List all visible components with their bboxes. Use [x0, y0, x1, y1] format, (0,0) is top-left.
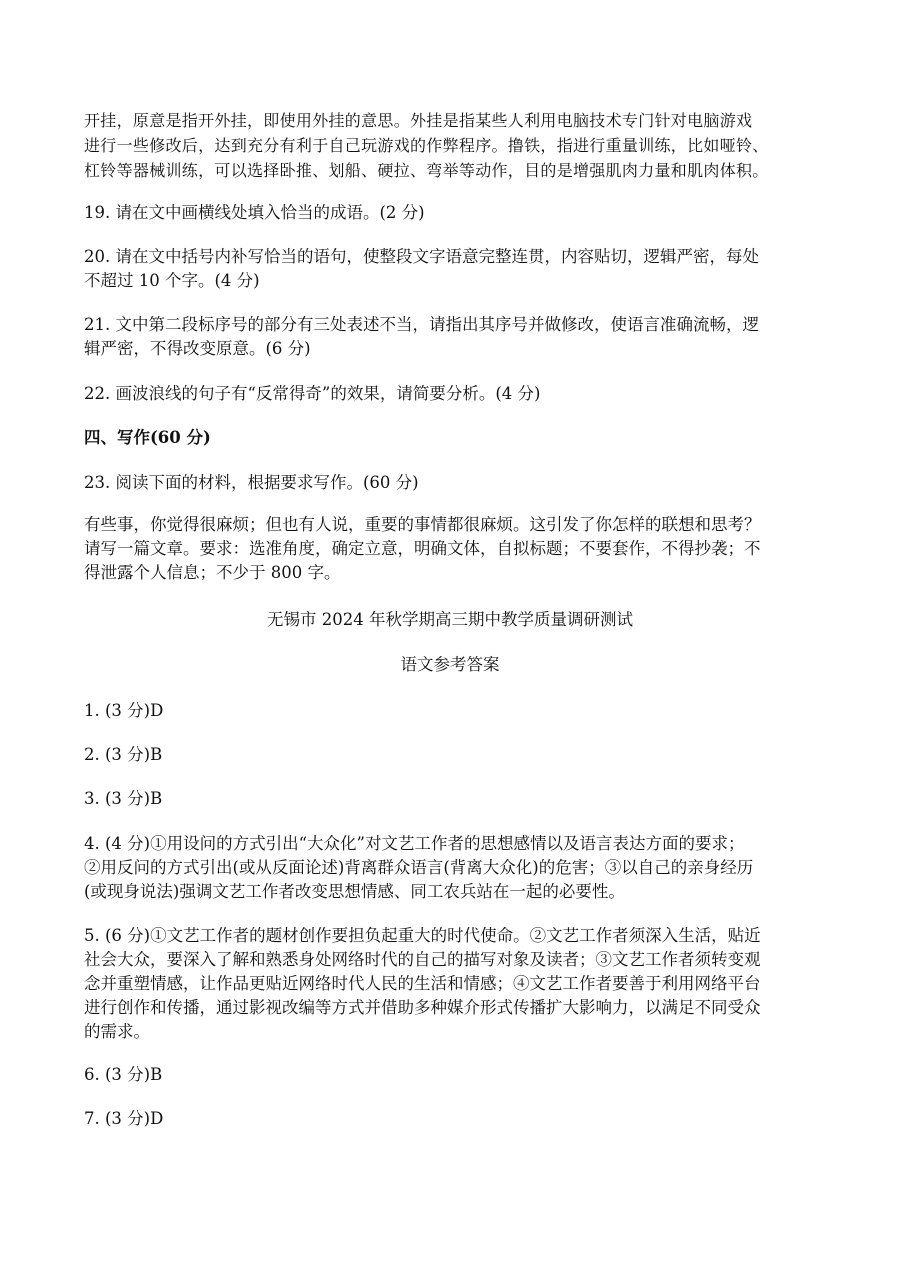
answer-line: 5. (6 分)①文艺工作者的题材创作要担负起重大的时代使命。②文艺工作者须深入生活，贴近	[84, 926, 761, 945]
intro-line: 杠铃等器械训练，可以选择卧推、划船、硬拉、弯举等动作，目的是增强肌肉力量和肌肉体积。	[84, 161, 769, 180]
answer-line: 社会大众，要深入了解和熟悉身处网络时代的自己的描写对象及读者；③文艺工作者须转变观	[84, 950, 761, 969]
intro-line: 开挂，原意是指开外挂，即使用外挂的意思。外挂是指某些人利用电脑技术专门针对电脑游戏	[84, 111, 753, 130]
prompt-line: 得泄露个人信息；不少于 800 字。	[84, 563, 341, 582]
section-heading-writing: 四、写作(60 分)	[84, 428, 211, 447]
answer-line: 的需求。	[84, 1022, 150, 1041]
intro-note	[84, 108, 820, 183]
answer-line: 念并重塑情感，让作品更贴近网络时代人民的生活和情感；④文艺工作者要善于利用网络平台	[84, 974, 761, 993]
question-line: 20. 请在文中括号内补写恰当的语句，使整段文字语意完整连贯，内容贴切，逻辑严密，每处	[84, 247, 759, 266]
answer-line: ②用反问的方式引出(或从反面论述)背离群众语言(背离大众化)的危害；③以自己的亲身经历	[84, 858, 754, 877]
question-22: 22. 画波浪线的句子有“反常得奇”的效果，请简要分析。(4 分)	[84, 384, 541, 403]
question-21	[84, 313, 820, 361]
question-line: 不超过 10 个字。(4 分)	[84, 271, 260, 290]
question-20	[84, 245, 820, 293]
answer-line: 4. (4 分)①用设问的方式引出“大众化”对文艺工作者的思想感情以及语言表达方面的要求；	[84, 834, 745, 853]
answer-line: (或现身说法)强调文艺工作者改变思想情感、同工农兵站在一起的必要性。	[84, 882, 625, 901]
answer-2: 2. (3 分)B	[84, 745, 163, 764]
answer-key-title: 无锡市 2024 年秋学期高三期中教学质量调研测试	[267, 610, 633, 629]
answer-7: 7. (3 分)D	[84, 1109, 164, 1128]
writing-prompt	[84, 513, 820, 585]
question-19: 19. 请在文中画横线处填入恰当的成语。(2 分)	[84, 203, 425, 222]
question-line: 21. 文中第二段标序号的部分有三处表述不当，请指出其序号并做修改，使语言准确流畅，逻	[84, 315, 759, 334]
answer-4	[84, 832, 820, 904]
answer-5	[84, 924, 820, 1044]
question-line: 辑严密，不得改变原意。(6 分)	[84, 339, 311, 358]
prompt-line: 有些事，你觉得很麻烦；但也有人说，重要的事情都很麻烦。这引发了你怎样的联想和思考？	[84, 515, 761, 534]
answer-key-subtitle: 语文参考答案	[400, 655, 500, 674]
answer-3: 3. (3 分)B	[84, 789, 163, 808]
answer-1: 1. (3 分)D	[84, 701, 164, 720]
question-23: 23. 阅读下面的材料，根据要求写作。(60 分)	[84, 473, 419, 492]
answer-6: 6. (3 分)B	[84, 1065, 163, 1084]
answer-line: 进行创作和传播，通过影视改编等方式并借助多种媒介形式传播扩大影响力，以满足不同受众	[84, 998, 761, 1017]
intro-line: 进行一些修改后，达到充分有利于自己玩游戏的作弊程序。撸铁，指进行重量训练，比如哑铃、	[84, 136, 769, 155]
prompt-line: 请写一篇文章。要求：选准角度，确定立意，明确文体，自拟标题；不要套作，不得抄袭；不	[84, 539, 761, 558]
